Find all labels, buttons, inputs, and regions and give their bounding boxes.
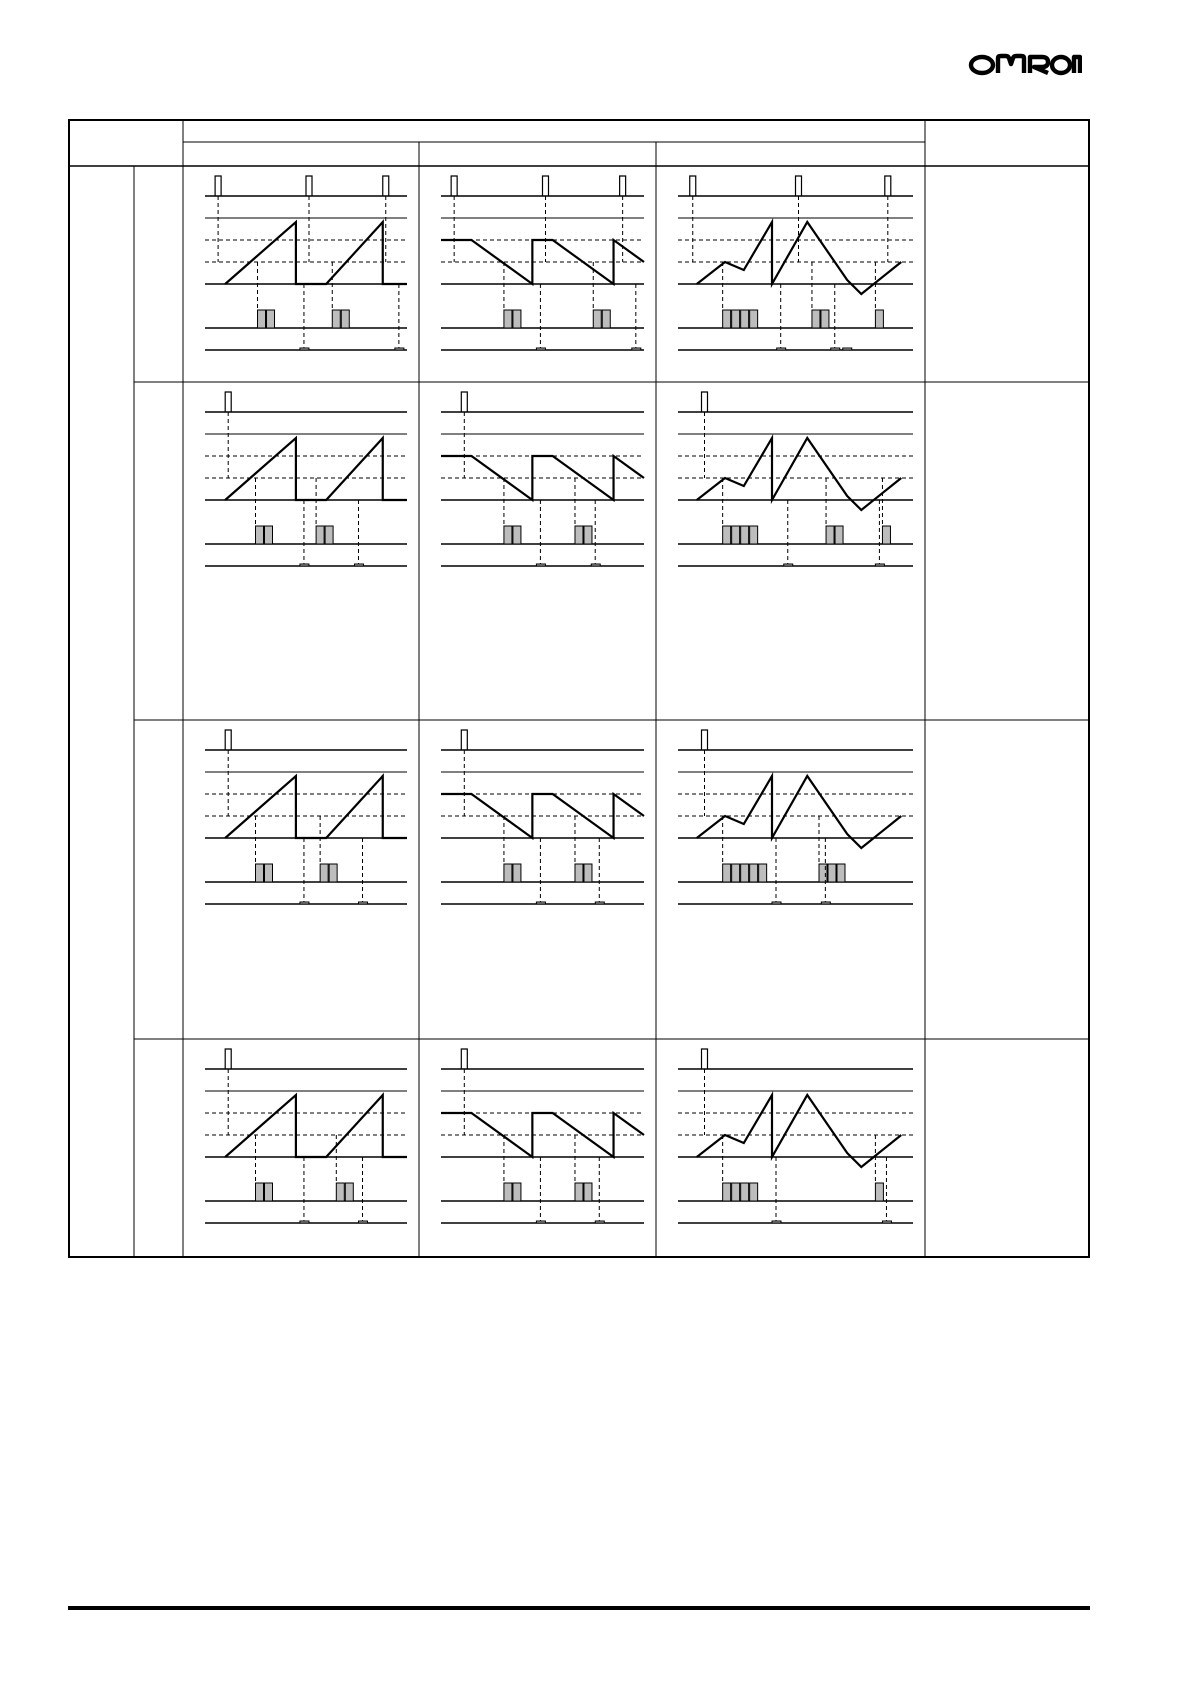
input-pulse	[225, 730, 231, 750]
timing-chart-table	[68, 119, 1090, 1258]
footer-rule	[68, 1606, 1090, 1610]
output-1-pulse	[759, 864, 767, 882]
output-1-pulse	[345, 1183, 353, 1201]
input-pulse	[620, 176, 626, 196]
timing-diagram-r2-c2	[441, 392, 644, 566]
output-1-pulse	[513, 310, 521, 328]
output-1-pulse	[504, 1183, 512, 1201]
input-pulse	[215, 176, 221, 196]
output-2-pulse	[354, 564, 363, 566]
output-1-pulse	[741, 310, 749, 328]
output-1-pulse	[258, 310, 266, 328]
output-1-pulse	[741, 526, 749, 544]
output-1-pulse	[256, 864, 264, 882]
output-1-pulse	[256, 1183, 264, 1201]
output-1-pulse	[837, 864, 845, 882]
output-1-pulse	[265, 864, 273, 882]
output-1-pulse	[513, 526, 521, 544]
output-1-pulse	[332, 310, 340, 328]
output-1-pulse	[828, 864, 836, 882]
output-1-pulse	[812, 310, 820, 328]
output-1-pulse	[732, 310, 740, 328]
timing-diagram-r4-c2	[441, 1049, 644, 1223]
output-2-pulse	[831, 348, 840, 350]
output-1-pulse	[875, 1183, 883, 1201]
input-pulse	[543, 176, 549, 196]
output-1-pulse	[821, 310, 829, 328]
input-pulse	[461, 730, 467, 750]
output-1-pulse	[750, 310, 758, 328]
input-pulse	[451, 176, 457, 196]
output-1-pulse	[584, 526, 592, 544]
process-trace	[225, 1095, 407, 1157]
input-pulse	[225, 1049, 231, 1069]
output-1-pulse	[750, 864, 758, 882]
process-trace	[225, 222, 407, 284]
output-2-pulse	[359, 1221, 368, 1223]
output-1-pulse	[504, 526, 512, 544]
output-2-pulse	[300, 348, 309, 350]
output-2-pulse	[536, 564, 545, 566]
input-pulse	[306, 176, 312, 196]
output-1-pulse	[575, 1183, 583, 1201]
output-1-pulse	[504, 864, 512, 882]
input-pulse	[702, 730, 708, 750]
output-2-pulse	[882, 1221, 891, 1223]
input-pulse	[690, 176, 696, 196]
input-pulse	[702, 392, 708, 412]
output-2-pulse	[784, 564, 793, 566]
output-2-pulse	[875, 564, 884, 566]
output-1-pulse	[265, 526, 273, 544]
output-1-pulse	[265, 1183, 273, 1201]
output-1-pulse	[513, 1183, 521, 1201]
timing-chart-grid	[68, 119, 1090, 1258]
output-2-pulse	[772, 1221, 781, 1223]
output-1-pulse	[336, 1183, 344, 1201]
output-1-pulse	[320, 864, 328, 882]
output-2-pulse	[843, 348, 852, 350]
output-1-pulse	[267, 310, 275, 328]
output-2-pulse	[821, 902, 830, 904]
output-1-pulse	[723, 526, 731, 544]
output-2-pulse	[300, 902, 309, 904]
input-pulse	[702, 1049, 708, 1069]
output-2-pulse	[595, 1221, 604, 1223]
output-1-pulse	[732, 864, 740, 882]
output-1-pulse	[584, 864, 592, 882]
output-1-pulse	[835, 526, 843, 544]
output-1-pulse	[750, 1183, 758, 1201]
output-1-pulse	[504, 310, 512, 328]
output-2-pulse	[595, 902, 604, 904]
output-1-pulse	[602, 310, 610, 328]
output-1-pulse	[256, 526, 264, 544]
timing-diagram-r2-c1	[205, 392, 407, 566]
timing-diagram-r1-c3	[678, 176, 913, 350]
timing-diagram-r3-c2	[441, 730, 644, 904]
output-2-pulse	[632, 348, 641, 350]
output-2-pulse	[536, 902, 545, 904]
output-2-pulse	[300, 1221, 309, 1223]
input-pulse	[461, 1049, 467, 1069]
output-1-pulse	[875, 310, 883, 328]
output-1-pulse	[513, 864, 521, 882]
output-1-pulse	[732, 1183, 740, 1201]
output-1-pulse	[723, 864, 731, 882]
output-1-pulse	[575, 864, 583, 882]
output-1-pulse	[882, 526, 890, 544]
output-1-pulse	[325, 526, 333, 544]
output-1-pulse	[741, 1183, 749, 1201]
input-pulse	[461, 392, 467, 412]
output-1-pulse	[575, 526, 583, 544]
input-pulse	[796, 176, 802, 196]
output-1-pulse	[723, 1183, 731, 1201]
omron-logo	[968, 40, 1082, 80]
output-1-pulse	[741, 864, 749, 882]
output-1-pulse	[723, 310, 731, 328]
output-1-pulse	[341, 310, 349, 328]
output-2-pulse	[536, 1221, 545, 1223]
timing-diagram-r4-c1	[205, 1049, 407, 1223]
timing-diagram-r4-c3	[678, 1049, 913, 1223]
input-pulse	[885, 176, 891, 196]
output-1-pulse	[316, 526, 324, 544]
timing-diagram-r1-c1	[205, 176, 407, 350]
output-2-pulse	[300, 564, 309, 566]
process-trace	[697, 222, 901, 294]
output-2-pulse	[591, 564, 600, 566]
output-1-pulse	[593, 310, 601, 328]
input-pulse	[383, 176, 389, 196]
output-2-pulse	[777, 348, 786, 350]
output-2-pulse	[536, 348, 545, 350]
process-trace	[225, 438, 407, 500]
output-2-pulse	[359, 902, 368, 904]
timing-diagram-r2-c3	[678, 392, 913, 566]
timing-diagram-r1-c2	[441, 176, 644, 350]
output-1-pulse	[584, 1183, 592, 1201]
output-2-pulse	[772, 902, 781, 904]
process-trace	[697, 1095, 901, 1167]
input-pulse	[225, 392, 231, 412]
output-1-pulse	[732, 526, 740, 544]
output-2-pulse	[395, 348, 404, 350]
timing-diagram-r3-c1	[205, 730, 407, 904]
table-frame	[69, 120, 1089, 1257]
process-trace	[225, 776, 407, 838]
process-trace	[697, 438, 901, 510]
output-1-pulse	[329, 864, 337, 882]
output-1-pulse	[826, 526, 834, 544]
process-trace	[697, 776, 901, 848]
timing-diagram-r3-c3	[678, 730, 913, 904]
output-1-pulse	[750, 526, 758, 544]
